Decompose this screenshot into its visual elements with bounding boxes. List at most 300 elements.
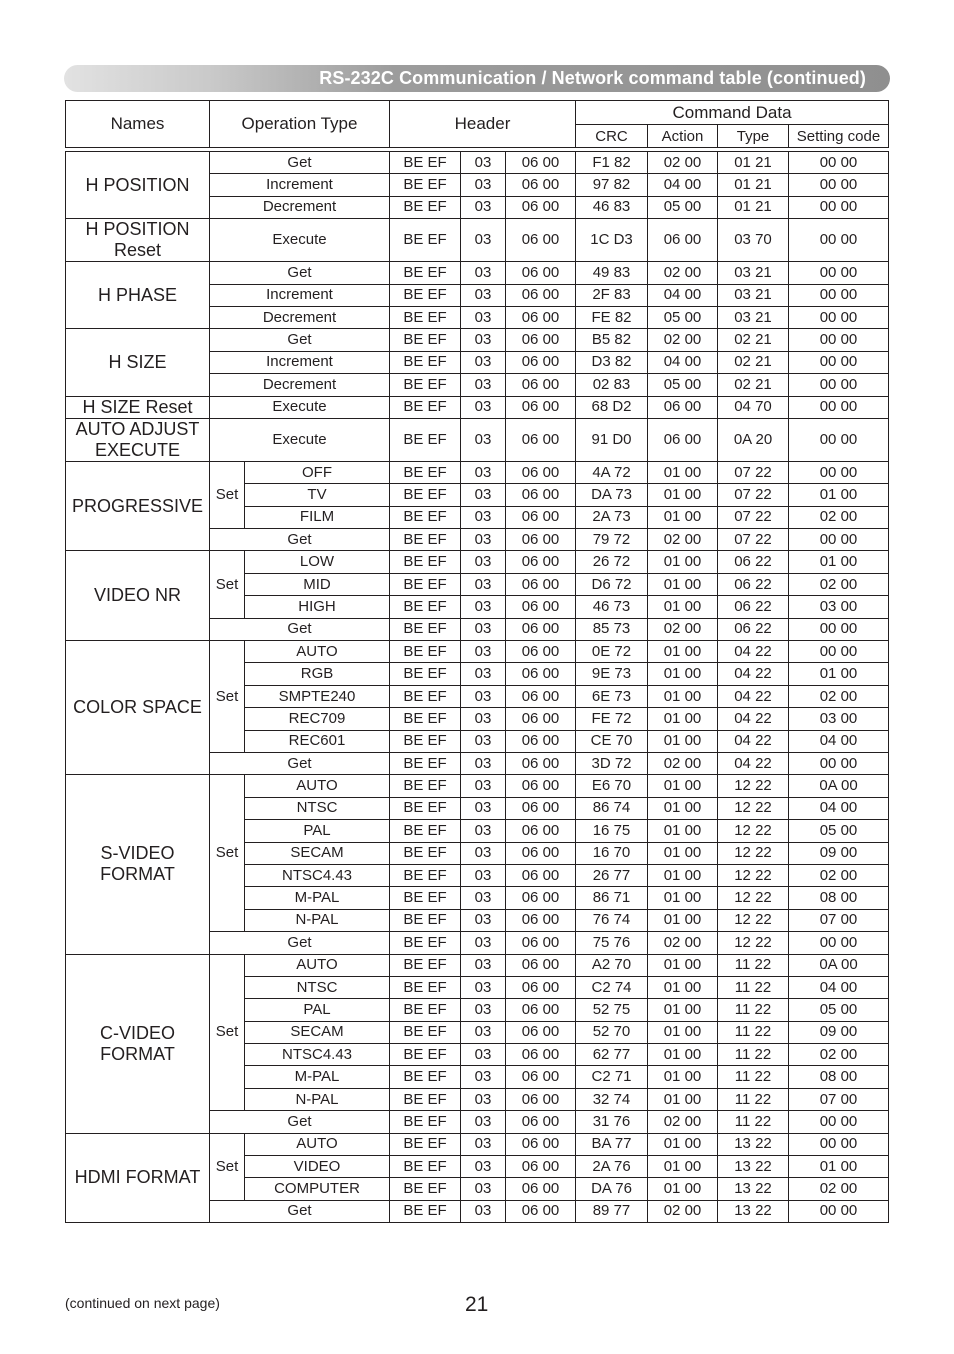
cell-action: 01 00: [648, 999, 718, 1021]
cell-crc: 97 82: [576, 174, 648, 196]
cell-header-2: 03: [461, 864, 506, 886]
cell-action: 02 00: [648, 752, 718, 774]
cell-header-3: 06 00: [506, 551, 576, 573]
cell-operation: Decrement: [210, 196, 390, 218]
cell-type: 06 22: [718, 551, 789, 573]
cell-header-3: 06 00: [506, 306, 576, 328]
cell-type: 06 22: [718, 618, 789, 640]
cell-header-2: 03: [461, 663, 506, 685]
cell-action: 01 00: [648, 1156, 718, 1178]
cell-header-1: BE EF: [390, 752, 461, 774]
cell-crc: 49 83: [576, 262, 648, 284]
cell-header-3: 06 00: [506, 1111, 576, 1133]
cell-crc: FE 72: [576, 708, 648, 730]
cell-action: 02 00: [648, 329, 718, 351]
cell-action: 01 00: [648, 1133, 718, 1155]
col-type: Type: [718, 125, 789, 148]
cell-operation: REC601: [245, 730, 390, 752]
cell-header-2: 03: [461, 820, 506, 842]
cell-action: 01 00: [648, 506, 718, 528]
cell-header-2: 03: [461, 174, 506, 196]
cell-type: 01 21: [718, 174, 789, 196]
cell-type: 03 21: [718, 306, 789, 328]
cell-header-1: BE EF: [390, 152, 461, 174]
cell-crc: 86 74: [576, 797, 648, 819]
cell-header-1: BE EF: [390, 351, 461, 373]
cell-type: 04 22: [718, 730, 789, 752]
cell-header-2: 03: [461, 262, 506, 284]
cell-header-2: 03: [461, 1111, 506, 1133]
cell-setting-code: 00 00: [789, 284, 889, 306]
cell-type: 07 22: [718, 506, 789, 528]
command-name: H POSITION: [66, 152, 210, 219]
command-name: COLOR SPACE: [66, 641, 210, 775]
cell-header-2: 03: [461, 418, 506, 461]
section-banner: [64, 65, 890, 92]
cell-header-2: 03: [461, 374, 506, 396]
cell-type: 13 22: [718, 1200, 789, 1222]
cell-header-1: BE EF: [390, 396, 461, 418]
cell-header-1: BE EF: [390, 262, 461, 284]
table-row: [66, 641, 889, 663]
cell-setting-code: 02 00: [789, 506, 889, 528]
cell-action: 01 00: [648, 573, 718, 595]
cell-operation: LOW: [245, 551, 390, 573]
cell-setting-code: 00 00: [789, 418, 889, 461]
col-action: Action: [648, 125, 718, 148]
cell-header-1: BE EF: [390, 685, 461, 707]
cell-crc: 76 74: [576, 909, 648, 931]
cell-setting-code: 00 00: [789, 641, 889, 663]
cell-header-2: 03: [461, 999, 506, 1021]
cell-setting-code: 08 00: [789, 887, 889, 909]
cell-type: 12 22: [718, 887, 789, 909]
cell-crc: 26 77: [576, 864, 648, 886]
cell-operation: OFF: [245, 461, 390, 483]
cell-header-2: 03: [461, 1066, 506, 1088]
cell-header-1: BE EF: [390, 976, 461, 998]
cell-header-3: 06 00: [506, 775, 576, 797]
cell-type: 11 22: [718, 1088, 789, 1110]
cell-crc: 1C D3: [576, 219, 648, 262]
cell-header-3: 06 00: [506, 663, 576, 685]
cell-header-1: BE EF: [390, 797, 461, 819]
cell-operation: Increment: [210, 351, 390, 373]
cell-operation: PAL: [245, 820, 390, 842]
cell-header-2: 03: [461, 196, 506, 218]
footer-note: (continued on next page): [65, 1295, 220, 1311]
cell-header-2: 03: [461, 152, 506, 174]
cell-type: 04 22: [718, 708, 789, 730]
cell-header-2: 03: [461, 775, 506, 797]
cell-operation: AUTO: [245, 641, 390, 663]
cell-type: 11 22: [718, 1111, 789, 1133]
cell-header-2: 03: [461, 1088, 506, 1110]
cell-setting-code: 07 00: [789, 1088, 889, 1110]
cell-header-3: 06 00: [506, 909, 576, 931]
cell-crc: 62 77: [576, 1044, 648, 1066]
cell-action: 01 00: [648, 864, 718, 886]
cell-type: 0A 20: [718, 418, 789, 461]
command-name: VIDEO NR: [66, 551, 210, 641]
cell-setting-code: 02 00: [789, 1044, 889, 1066]
cell-setting-code: 02 00: [789, 1178, 889, 1200]
cell-header-1: BE EF: [390, 174, 461, 196]
table-row: [66, 262, 889, 284]
cell-header-2: 03: [461, 284, 506, 306]
cell-crc: 0E 72: [576, 641, 648, 663]
cell-type: 11 22: [718, 976, 789, 998]
command-name: H POSITION Reset: [66, 219, 210, 262]
table-row: [66, 1133, 889, 1155]
cell-crc: D6 72: [576, 573, 648, 595]
cell-action: 01 00: [648, 909, 718, 931]
cell-header-1: BE EF: [390, 196, 461, 218]
cell-header-1: BE EF: [390, 1111, 461, 1133]
cell-setting-code: 00 00: [789, 262, 889, 284]
cell-operation: Execute: [210, 219, 390, 262]
cell-header-3: 06 00: [506, 573, 576, 595]
page-number: 21: [465, 1293, 489, 1316]
cell-header-1: BE EF: [390, 596, 461, 618]
cell-setting-code: 00 00: [789, 219, 889, 262]
cell-operation: VIDEO: [245, 1156, 390, 1178]
col-operation-type: Operation Type: [210, 101, 390, 148]
cell-type: 02 21: [718, 329, 789, 351]
cell-header-3: 06 00: [506, 284, 576, 306]
table-row: [66, 396, 889, 418]
cell-operation: Decrement: [210, 306, 390, 328]
cell-setting-code: 05 00: [789, 999, 889, 1021]
command-name: H PHASE: [66, 262, 210, 329]
cell-type: 11 22: [718, 954, 789, 976]
cell-setting-code: 08 00: [789, 1066, 889, 1088]
cell-crc: 02 83: [576, 374, 648, 396]
cell-setting-code: 01 00: [789, 1156, 889, 1178]
set-label: Set: [210, 1133, 245, 1200]
cell-header-3: 06 00: [506, 1021, 576, 1043]
cell-header-1: BE EF: [390, 1066, 461, 1088]
cell-header-3: 06 00: [506, 196, 576, 218]
cell-action: 01 00: [648, 797, 718, 819]
cell-crc: 91 D0: [576, 418, 648, 461]
cell-header-1: BE EF: [390, 618, 461, 640]
cell-header-1: BE EF: [390, 461, 461, 483]
cell-header-2: 03: [461, 529, 506, 551]
cell-operation: Decrement: [210, 374, 390, 396]
cell-header-3: 06 00: [506, 842, 576, 864]
cell-header-2: 03: [461, 887, 506, 909]
cell-action: 01 00: [648, 730, 718, 752]
cell-setting-code: 05 00: [789, 820, 889, 842]
set-label: Set: [210, 641, 245, 753]
cell-setting-code: 00 00: [789, 932, 889, 954]
cell-header-3: 06 00: [506, 932, 576, 954]
cell-operation: MID: [245, 573, 390, 595]
cell-crc: 2A 76: [576, 1156, 648, 1178]
cell-header-2: 03: [461, 219, 506, 262]
cell-operation: COMPUTER: [245, 1178, 390, 1200]
cell-header-3: 06 00: [506, 685, 576, 707]
cell-header-1: BE EF: [390, 506, 461, 528]
cell-header-3: 06 00: [506, 219, 576, 262]
cell-type: 03 70: [718, 219, 789, 262]
cell-setting-code: 04 00: [789, 730, 889, 752]
cell-type: 12 22: [718, 842, 789, 864]
banner-title: RS-232C Communication / Network command table (continued): [319, 68, 866, 88]
cell-header-2: 03: [461, 730, 506, 752]
cell-type: 12 22: [718, 909, 789, 931]
cell-header-1: BE EF: [390, 864, 461, 886]
cell-crc: 16 75: [576, 820, 648, 842]
cell-header-2: 03: [461, 1133, 506, 1155]
cell-crc: 75 76: [576, 932, 648, 954]
cell-setting-code: 07 00: [789, 909, 889, 931]
cell-header-2: 03: [461, 685, 506, 707]
cell-header-3: 06 00: [506, 820, 576, 842]
cell-type: 06 22: [718, 596, 789, 618]
cell-setting-code: 02 00: [789, 573, 889, 595]
cell-setting-code: 09 00: [789, 1021, 889, 1043]
cell-header-1: BE EF: [390, 418, 461, 461]
cell-operation: Get: [210, 529, 390, 551]
cell-operation: Get: [210, 932, 390, 954]
col-names: Names: [66, 101, 210, 148]
cell-operation: HIGH: [245, 596, 390, 618]
set-label: Set: [210, 775, 245, 932]
cell-action: 01 00: [648, 484, 718, 506]
cell-setting-code: 04 00: [789, 797, 889, 819]
cell-crc: 4A 72: [576, 461, 648, 483]
cell-operation: N-PAL: [245, 1088, 390, 1110]
cell-header-2: 03: [461, 596, 506, 618]
cell-operation: AUTO: [245, 775, 390, 797]
cell-header-1: BE EF: [390, 551, 461, 573]
cell-header-2: 03: [461, 1021, 506, 1043]
cell-header-1: BE EF: [390, 932, 461, 954]
cell-crc: 46 73: [576, 596, 648, 618]
cell-action: 06 00: [648, 396, 718, 418]
cell-crc: 52 70: [576, 1021, 648, 1043]
cell-crc: 6E 73: [576, 685, 648, 707]
cell-header-1: BE EF: [390, 306, 461, 328]
cell-crc: FE 82: [576, 306, 648, 328]
cell-header-2: 03: [461, 351, 506, 373]
cell-operation: AUTO: [245, 954, 390, 976]
cell-operation: PAL: [245, 999, 390, 1021]
cell-header-3: 06 00: [506, 152, 576, 174]
cell-header-1: BE EF: [390, 1088, 461, 1110]
cell-header-1: BE EF: [390, 573, 461, 595]
cell-header-3: 06 00: [506, 1066, 576, 1088]
cell-operation: Get: [210, 1200, 390, 1222]
cell-type: 11 22: [718, 1021, 789, 1043]
cell-action: 01 00: [648, 1178, 718, 1200]
cell-header-3: 06 00: [506, 374, 576, 396]
cell-action: 02 00: [648, 932, 718, 954]
cell-header-1: BE EF: [390, 887, 461, 909]
cell-setting-code: 02 00: [789, 864, 889, 886]
cell-action: 01 00: [648, 1044, 718, 1066]
cell-header-1: BE EF: [390, 641, 461, 663]
cell-operation: AUTO: [245, 1133, 390, 1155]
cell-type: 07 22: [718, 461, 789, 483]
cell-setting-code: 00 00: [789, 152, 889, 174]
cell-action: 01 00: [648, 708, 718, 730]
cell-crc: C2 71: [576, 1066, 648, 1088]
cell-header-1: BE EF: [390, 842, 461, 864]
col-setting-code: Setting code: [789, 125, 889, 148]
cell-header-2: 03: [461, 1200, 506, 1222]
cell-type: 12 22: [718, 932, 789, 954]
cell-operation: Get: [210, 1111, 390, 1133]
cell-header-2: 03: [461, 573, 506, 595]
cell-operation: M-PAL: [245, 887, 390, 909]
cell-crc: DA 76: [576, 1178, 648, 1200]
cell-action: 01 00: [648, 820, 718, 842]
cell-type: 12 22: [718, 820, 789, 842]
cell-setting-code: 00 00: [789, 461, 889, 483]
cell-header-2: 03: [461, 641, 506, 663]
cell-header-1: BE EF: [390, 775, 461, 797]
command-name: S-VIDEO FORMAT: [66, 775, 210, 954]
cell-setting-code: 03 00: [789, 596, 889, 618]
cell-header-3: 06 00: [506, 864, 576, 886]
cell-header-2: 03: [461, 752, 506, 774]
cell-operation: Get: [210, 262, 390, 284]
cell-header-3: 06 00: [506, 351, 576, 373]
cell-header-2: 03: [461, 618, 506, 640]
cell-header-2: 03: [461, 708, 506, 730]
cell-action: 01 00: [648, 641, 718, 663]
cell-header-3: 06 00: [506, 708, 576, 730]
cell-header-2: 03: [461, 461, 506, 483]
cell-header-3: 06 00: [506, 730, 576, 752]
cell-action: 04 00: [648, 284, 718, 306]
cell-setting-code: 00 00: [789, 351, 889, 373]
command-table-body: [65, 151, 889, 1223]
cell-header-3: 06 00: [506, 954, 576, 976]
cell-operation: Get: [210, 152, 390, 174]
cell-operation: SMPTE240: [245, 685, 390, 707]
cell-crc: 32 74: [576, 1088, 648, 1110]
cell-crc: A2 70: [576, 954, 648, 976]
cell-crc: 16 70: [576, 842, 648, 864]
cell-header-3: 06 00: [506, 1044, 576, 1066]
cell-operation: NTSC: [245, 976, 390, 998]
cell-action: 04 00: [648, 174, 718, 196]
cell-header-2: 03: [461, 1178, 506, 1200]
cell-header-2: 03: [461, 909, 506, 931]
cell-type: 04 70: [718, 396, 789, 418]
command-rows: [66, 152, 889, 1223]
set-label: Set: [210, 461, 245, 528]
cell-type: 12 22: [718, 797, 789, 819]
cell-header-1: BE EF: [390, 329, 461, 351]
cell-type: 07 22: [718, 484, 789, 506]
cell-header-1: BE EF: [390, 708, 461, 730]
cell-action: 01 00: [648, 842, 718, 864]
cell-header-2: 03: [461, 797, 506, 819]
cell-type: 07 22: [718, 529, 789, 551]
cell-header-2: 03: [461, 842, 506, 864]
cell-header-3: 06 00: [506, 1156, 576, 1178]
cell-type: 11 22: [718, 999, 789, 1021]
col-header: Header: [390, 101, 576, 148]
cell-setting-code: 00 00: [789, 174, 889, 196]
cell-header-3: 06 00: [506, 797, 576, 819]
cell-operation: Execute: [210, 396, 390, 418]
cell-type: 01 21: [718, 196, 789, 218]
cell-crc: C2 74: [576, 976, 648, 998]
cell-crc: CE 70: [576, 730, 648, 752]
cell-setting-code: 00 00: [789, 1133, 889, 1155]
cell-header-3: 06 00: [506, 262, 576, 284]
cell-crc: 3D 72: [576, 752, 648, 774]
cell-header-1: BE EF: [390, 999, 461, 1021]
table-row: [66, 329, 889, 351]
cell-type: 04 22: [718, 685, 789, 707]
cell-crc: BA 77: [576, 1133, 648, 1155]
cell-crc: 26 72: [576, 551, 648, 573]
cell-action: 01 00: [648, 1021, 718, 1043]
cell-action: 01 00: [648, 461, 718, 483]
cell-action: 04 00: [648, 351, 718, 373]
cell-setting-code: 03 00: [789, 708, 889, 730]
cell-action: 05 00: [648, 196, 718, 218]
cell-crc: E6 70: [576, 775, 648, 797]
set-label: Set: [210, 954, 245, 1111]
command-name: HDMI FORMAT: [66, 1133, 210, 1223]
cell-setting-code: 00 00: [789, 529, 889, 551]
cell-header-2: 03: [461, 1044, 506, 1066]
cell-header-3: 06 00: [506, 1088, 576, 1110]
cell-header-3: 06 00: [506, 506, 576, 528]
cell-operation: TV: [245, 484, 390, 506]
cell-action: 01 00: [648, 685, 718, 707]
cell-header-2: 03: [461, 306, 506, 328]
command-name: PROGRESSIVE: [66, 461, 210, 551]
cell-operation: RGB: [245, 663, 390, 685]
cell-header-3: 06 00: [506, 1133, 576, 1155]
cell-type: 06 22: [718, 573, 789, 595]
cell-type: 11 22: [718, 1044, 789, 1066]
cell-operation: REC709: [245, 708, 390, 730]
cell-header-1: BE EF: [390, 954, 461, 976]
cell-header-2: 03: [461, 976, 506, 998]
cell-header-2: 03: [461, 329, 506, 351]
cell-header-1: BE EF: [390, 909, 461, 931]
cell-crc: F1 82: [576, 152, 648, 174]
cell-header-2: 03: [461, 551, 506, 573]
cell-action: 02 00: [648, 262, 718, 284]
cell-header-3: 06 00: [506, 596, 576, 618]
cell-type: 03 21: [718, 262, 789, 284]
cell-crc: 68 D2: [576, 396, 648, 418]
cell-header-2: 03: [461, 484, 506, 506]
cell-setting-code: 00 00: [789, 329, 889, 351]
table-row: [66, 152, 889, 174]
cell-header-3: 06 00: [506, 887, 576, 909]
cell-header-1: BE EF: [390, 484, 461, 506]
cell-operation: SECAM: [245, 842, 390, 864]
cell-type: 04 22: [718, 752, 789, 774]
cell-header-1: BE EF: [390, 1021, 461, 1043]
cell-action: 01 00: [648, 887, 718, 909]
cell-header-3: 06 00: [506, 976, 576, 998]
cell-operation: Increment: [210, 284, 390, 306]
cell-crc: 52 75: [576, 999, 648, 1021]
